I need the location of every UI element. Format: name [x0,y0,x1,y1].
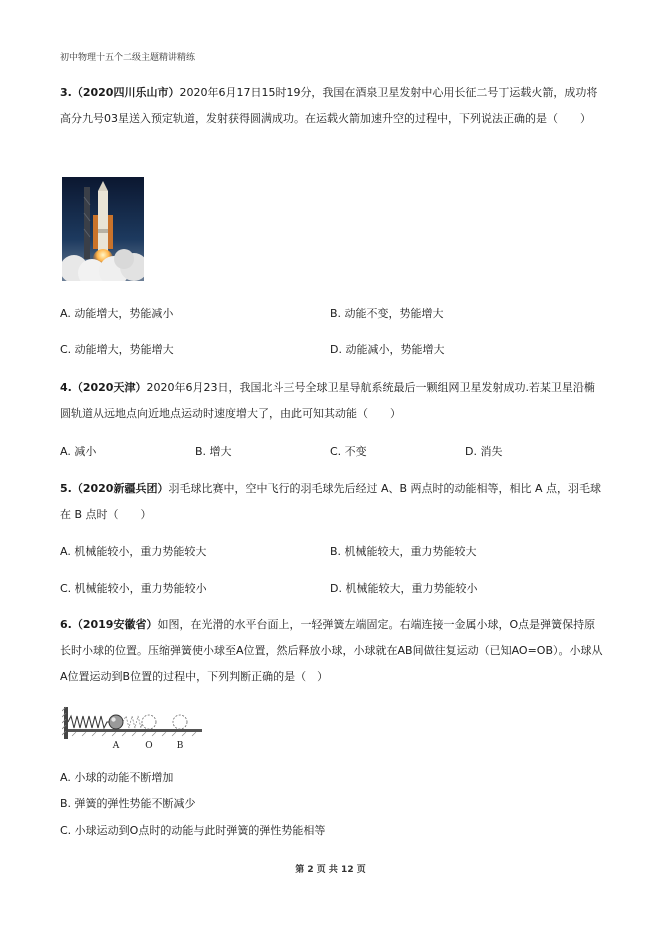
question-4-stem: 2020年6月23日，我国北斗三号全球卫星导航系统最后一颗组网卫星发射成功.若某卫星沿椭圆轨道从远地点向近地点运动时速度增大了，由此可知其动能（ ） [60,381,595,420]
q5-option-d: D. 机械能较大，重力势能较小 [330,582,478,595]
q3-option-a: A. 动能增大，势能减小 [60,307,174,320]
question-3-stem: 2020年6月17日15时19分，我国在酒泉卫星发射中心用长征二号丁运载火箭，成功将高分九号03星送入预定轨道，发射获得圆满成功。在运载火箭加速升空的过程中，下列说法正确的是（ ） [60,86,598,125]
q4-option-c: C. 不变 [330,445,367,458]
q3-option-d: D. 动能减小，势能增大 [330,343,445,356]
figure-label-o: O [145,741,153,751]
question-6-stem: 如图，在光滑的水平台面上，一轻弹簧左端固定。右端连接一金属小球，O点是弹簧保持原长时小球的位置。压缩弹簧使小球至A位置，然后释放小球，小球就在AB间做往复运动（已知AO=OB）。小球从A位置运动到B位置的过程中，下列判断正确的是（ ） [60,618,603,683]
spring-ball-figure [62,703,204,755]
q5-option-a: A. 机械能较小，重力势能较大 [60,545,207,558]
page-footer: 第 2 页 共 12 页 [295,865,366,875]
q4-option-a: A. 减小 [60,445,97,458]
question-5-stem: 羽毛球比赛中，空中飞行的羽毛球先后经过 A、B 两点时的动能相等，相比 A 点，羽毛球在 B 点时（ ） [60,482,602,521]
q3-option-c: C. 动能增大，势能增大 [60,343,174,356]
q6-option-b: B. 弹簧的弹性势能不断减少 [60,797,196,810]
question-3-source: 3.（2020四川乐山市） [60,86,180,99]
figure-label-b: B [176,741,184,751]
question-4 [60,375,605,427]
question-5 [60,476,605,528]
question-5-source: 5.（2020新疆兵团） [60,482,169,495]
q5-option-b: B. 机械能较大，重力势能较大 [330,545,477,558]
page-header: 初中物理十五个二级主题精讲精练 [60,53,196,63]
q6-option-c: C. 小球运动到O点时的动能与此时弹簧的弹性势能相等 [60,824,326,837]
q4-option-b: B. 增大 [195,445,232,458]
question-3 [60,80,605,132]
question-4-source: 4.（2020天津） [60,381,147,394]
q6-option-a: A. 小球的动能不断增加 [60,771,174,784]
rocket-launch-photo [62,177,144,281]
q5-option-c: C. 机械能较小，重力势能较小 [60,582,207,595]
q4-option-d: D. 消失 [465,445,503,458]
question-6 [60,612,605,690]
q3-option-b: B. 动能不变，势能增大 [330,307,444,320]
figure-label-a: A [112,741,120,751]
question-6-source: 6.（2019安徽省） [60,618,158,631]
